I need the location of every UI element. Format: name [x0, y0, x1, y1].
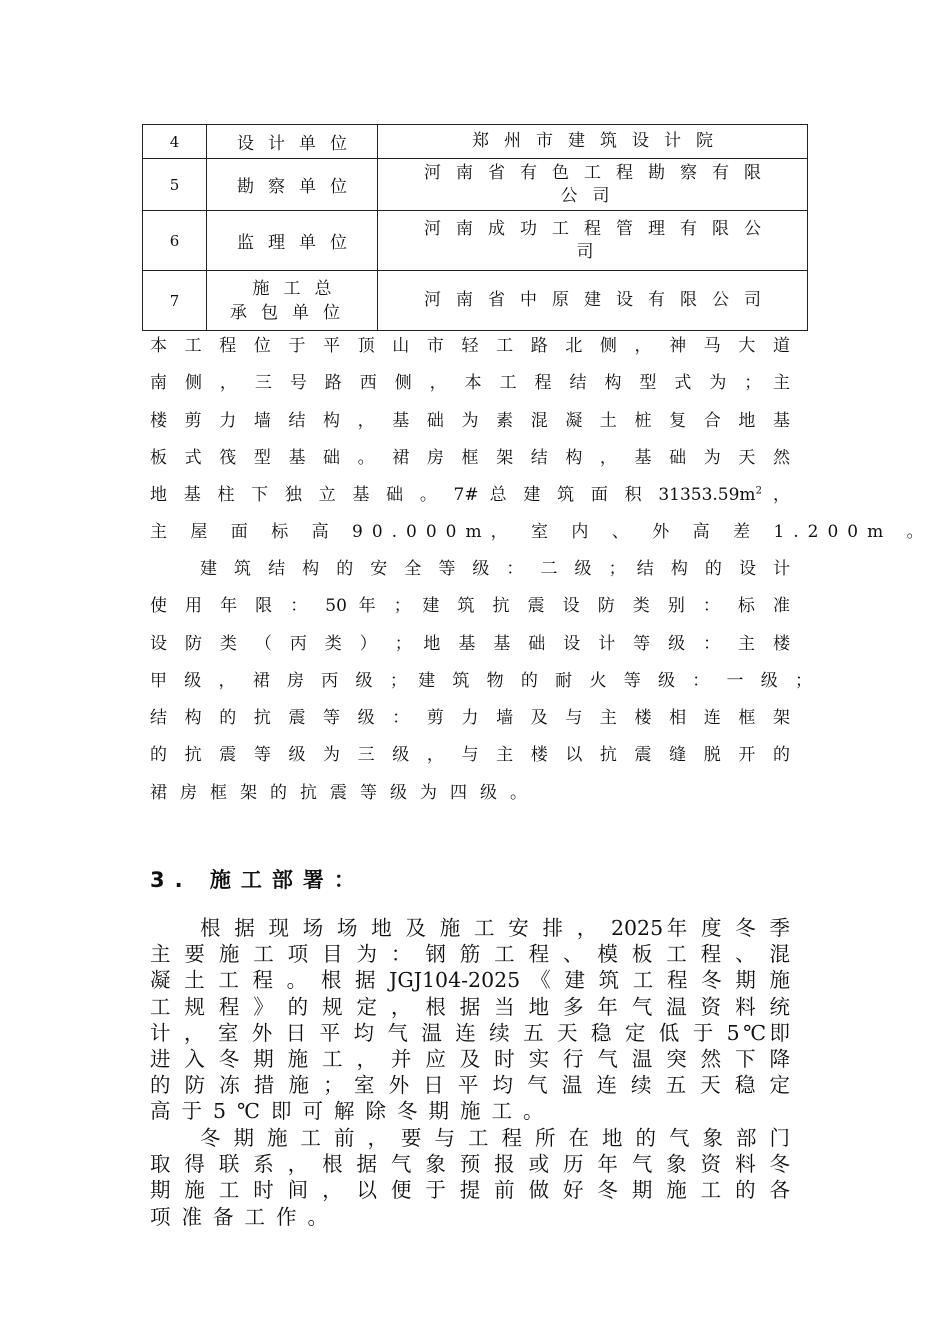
- row-item: 施工总承包单位: [207, 271, 378, 331]
- project-info-table: [142, 124, 808, 331]
- section-heading: 3. 施工部署：: [150, 868, 365, 892]
- row-item: 勘察单位: [207, 159, 378, 211]
- text-line: 地 基 柱 下 独 立 基 础 。 7# 总 建 筑 面 积 $31353.59m^2$ ，: [150, 485, 791, 506]
- text-line: 板 式 筏 型 基 础 。 裙 房 框 架 结 构 ， 基 础 为 天 然: [150, 447, 790, 468]
- text-line: 项准备工作。: [150, 1204, 339, 1229]
- text-line: 本 工 程 位 于 平 顶 山 市 轻 工 路 北 侧 ， 神 马 大 道: [150, 336, 790, 356]
- row-value: 河南省有色工程勘察有限公司: [378, 159, 808, 211]
- row-number: 7: [143, 271, 207, 331]
- text-line: 结 构 的 抗 震 等 级 ： 剪 力 墙 及 与 主 楼 相 连 框 架: [150, 708, 790, 729]
- text-line: 计 ， 室 外 日 平 均 气 温 连 续 五 天 稳 定 低 于 5℃即: [150, 1020, 790, 1045]
- grades-paragraph: [150, 551, 812, 812]
- text-line: 冬 期 施 工 前 ， 要 与 工 程 所 在 地 的 气 象 部 门: [200, 1126, 790, 1150]
- text-line: 南 侧 ， 三 号 路 西 侧 ， 本 工 程 结 构 型 式 为 ； 主: [150, 373, 790, 394]
- text-line: 裙房框架的抗震等级为四级。: [150, 782, 540, 803]
- row-item: 监理单位: [207, 211, 378, 271]
- text-line: 期 施 工 时 间 ， 以 便 于 提 前 做 好 冬 期 施 工 的 各: [150, 1178, 790, 1203]
- text-line: 进 入 冬 期 施 工 ， 并 应 及 时 实 行 气 温 突 然 下 降: [150, 1046, 790, 1071]
- table-row: [143, 211, 808, 271]
- text-line: 取 得 联 系 ， 根 据 气 象 预 报 或 历 年 气 象 资 料 冬: [150, 1152, 790, 1177]
- preparation-paragraph: [150, 1125, 790, 1230]
- text-line: 设 防 类 （ 丙 类 ） ； 地 基 基 础 设 计 等 级 ： 主 楼: [150, 633, 790, 654]
- text-line: 的 防 冻 措 施 ； 室 外 日 平 均 气 温 连 续 五 天 稳 定: [150, 1073, 790, 1098]
- text-line: 甲 级 ， 裙 房 丙 级 ； 建 筑 物 的 耐 火 等 级 ： 一 级 ；: [150, 670, 812, 691]
- text-line: 工 规 程 》 的 规 定 ， 根 据 当 地 多 年 气 温 资 料 统: [150, 994, 790, 1019]
- table-row: [143, 125, 808, 159]
- row-number: 5: [143, 159, 207, 211]
- text-line: 主 要 施 工 项 目 为 ： 钢 筋 工 程 、 模 板 工 程 、 混: [150, 942, 790, 967]
- text-line: 建 筑 结 构 的 安 全 等 级 ： 二 级 ； 结 构 的 设 计: [200, 559, 790, 579]
- construction-plan-paragraph: [150, 915, 790, 1125]
- row-item: 设计单位: [207, 125, 378, 159]
- text-line: 使 用 年 限 ： 50 年 ； 建 筑 抗 震 设 防 类 别 ： 标 准: [150, 596, 790, 617]
- text-line: 根 据 现 场 场 地 及 施 工 安 排 ， 2025年 度 冬 季: [200, 916, 790, 940]
- text-line: 高于5℃即可解除冬期施工。: [150, 1099, 555, 1124]
- text-line: 主 屋 面 标 高 90.000m， 室 内 、 外 高 差 1.200m 。: [150, 522, 933, 543]
- row-value: 河南成功工程管理有限公司: [378, 211, 808, 271]
- table-row: [143, 271, 808, 331]
- text-line: 的 抗 震 等 级 为 三 级 ， 与 主 楼 以 抗 震 缝 脱 开 的: [150, 745, 790, 766]
- text-line: 凝 土 工 程 。 根 据 JGJ104-2025 《 建 筑 工 程 冬 期 施: [150, 968, 790, 993]
- text-line: 楼 剪 力 墙 结 构 ， 基 础 为 素 混 凝 土 桩 复 合 地 基: [150, 410, 790, 431]
- table-row: [143, 159, 808, 211]
- row-number: 6: [143, 211, 207, 271]
- superscript: 2: [755, 485, 762, 497]
- row-value: 河南省中原建设有限公司: [378, 271, 808, 331]
- project-overview-paragraph: [150, 328, 933, 552]
- row-value: 郑州市建筑设计院: [378, 125, 808, 159]
- row-number: 4: [143, 125, 207, 159]
